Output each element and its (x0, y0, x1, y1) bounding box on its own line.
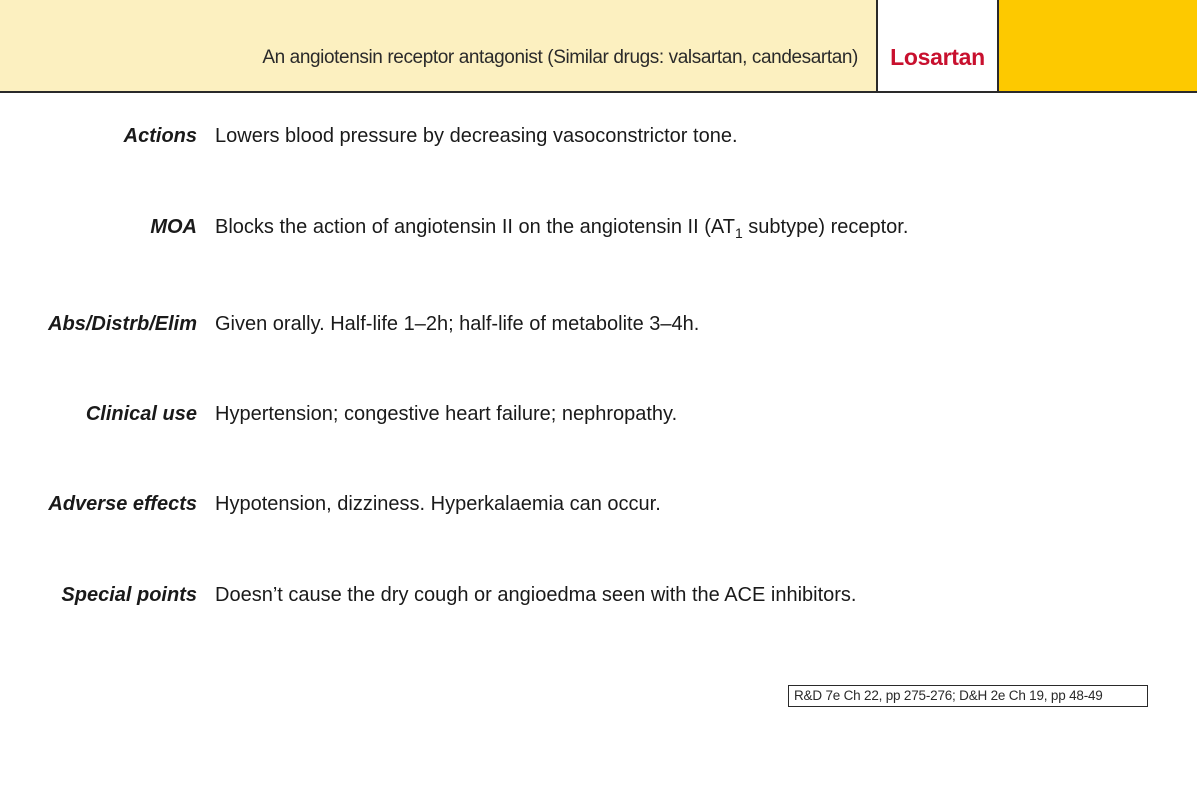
drug-name: Losartan (890, 44, 985, 70)
value-text: subtype) receptor. (742, 216, 909, 238)
row-special-points (0, 584, 1197, 614)
row-label: Actions (123, 125, 197, 147)
drug-class-subtitle: An angiotensin receptor antagonist (Similar drugs: valsartan, candesartan) (262, 47, 858, 68)
row-label: Adverse effects (48, 493, 197, 515)
drug-title-box (876, 0, 999, 91)
row-label: Clinical use (85, 403, 197, 425)
row-label: MOA (150, 216, 197, 238)
row-value: Doesn’t cause the dry cough or angioedma seen with the ACE inhibitors. (215, 584, 857, 606)
row-value: Lowers blood pressure by decreasing vasoconstrictor tone. (215, 125, 738, 147)
row-label: Abs/Distrb/Elim (48, 313, 197, 335)
row-moa (0, 216, 1197, 246)
row-actions (0, 125, 1197, 155)
row-value: Given orally. Half-life 1–2h; half-life of metabolite 3–4h. (215, 313, 700, 335)
row-adverse-effects (0, 493, 1197, 523)
header-band-right (997, 0, 1197, 91)
page-header (0, 0, 1197, 93)
reference-box: R&D 7e Ch 22, pp 275-276; D&H 2e Ch 19, pp 48-49 (788, 685, 1148, 707)
row-value: Hypotension, dizziness. Hyperkalaemia can occur. (215, 493, 661, 515)
row-clinical-use (0, 403, 1197, 433)
header-rule (0, 91, 1197, 93)
row-value: Hypertension; congestive heart failure; nephropathy. (215, 403, 678, 425)
value-text: Blocks the action of angiotensin II on the angiotensin II (AT (215, 216, 735, 238)
subscript: 1 (734, 225, 743, 241)
row-label: Special points (61, 584, 197, 606)
header-band-left (0, 0, 877, 91)
row-value (215, 216, 908, 241)
row-abs-distrb-elim (0, 313, 1197, 343)
